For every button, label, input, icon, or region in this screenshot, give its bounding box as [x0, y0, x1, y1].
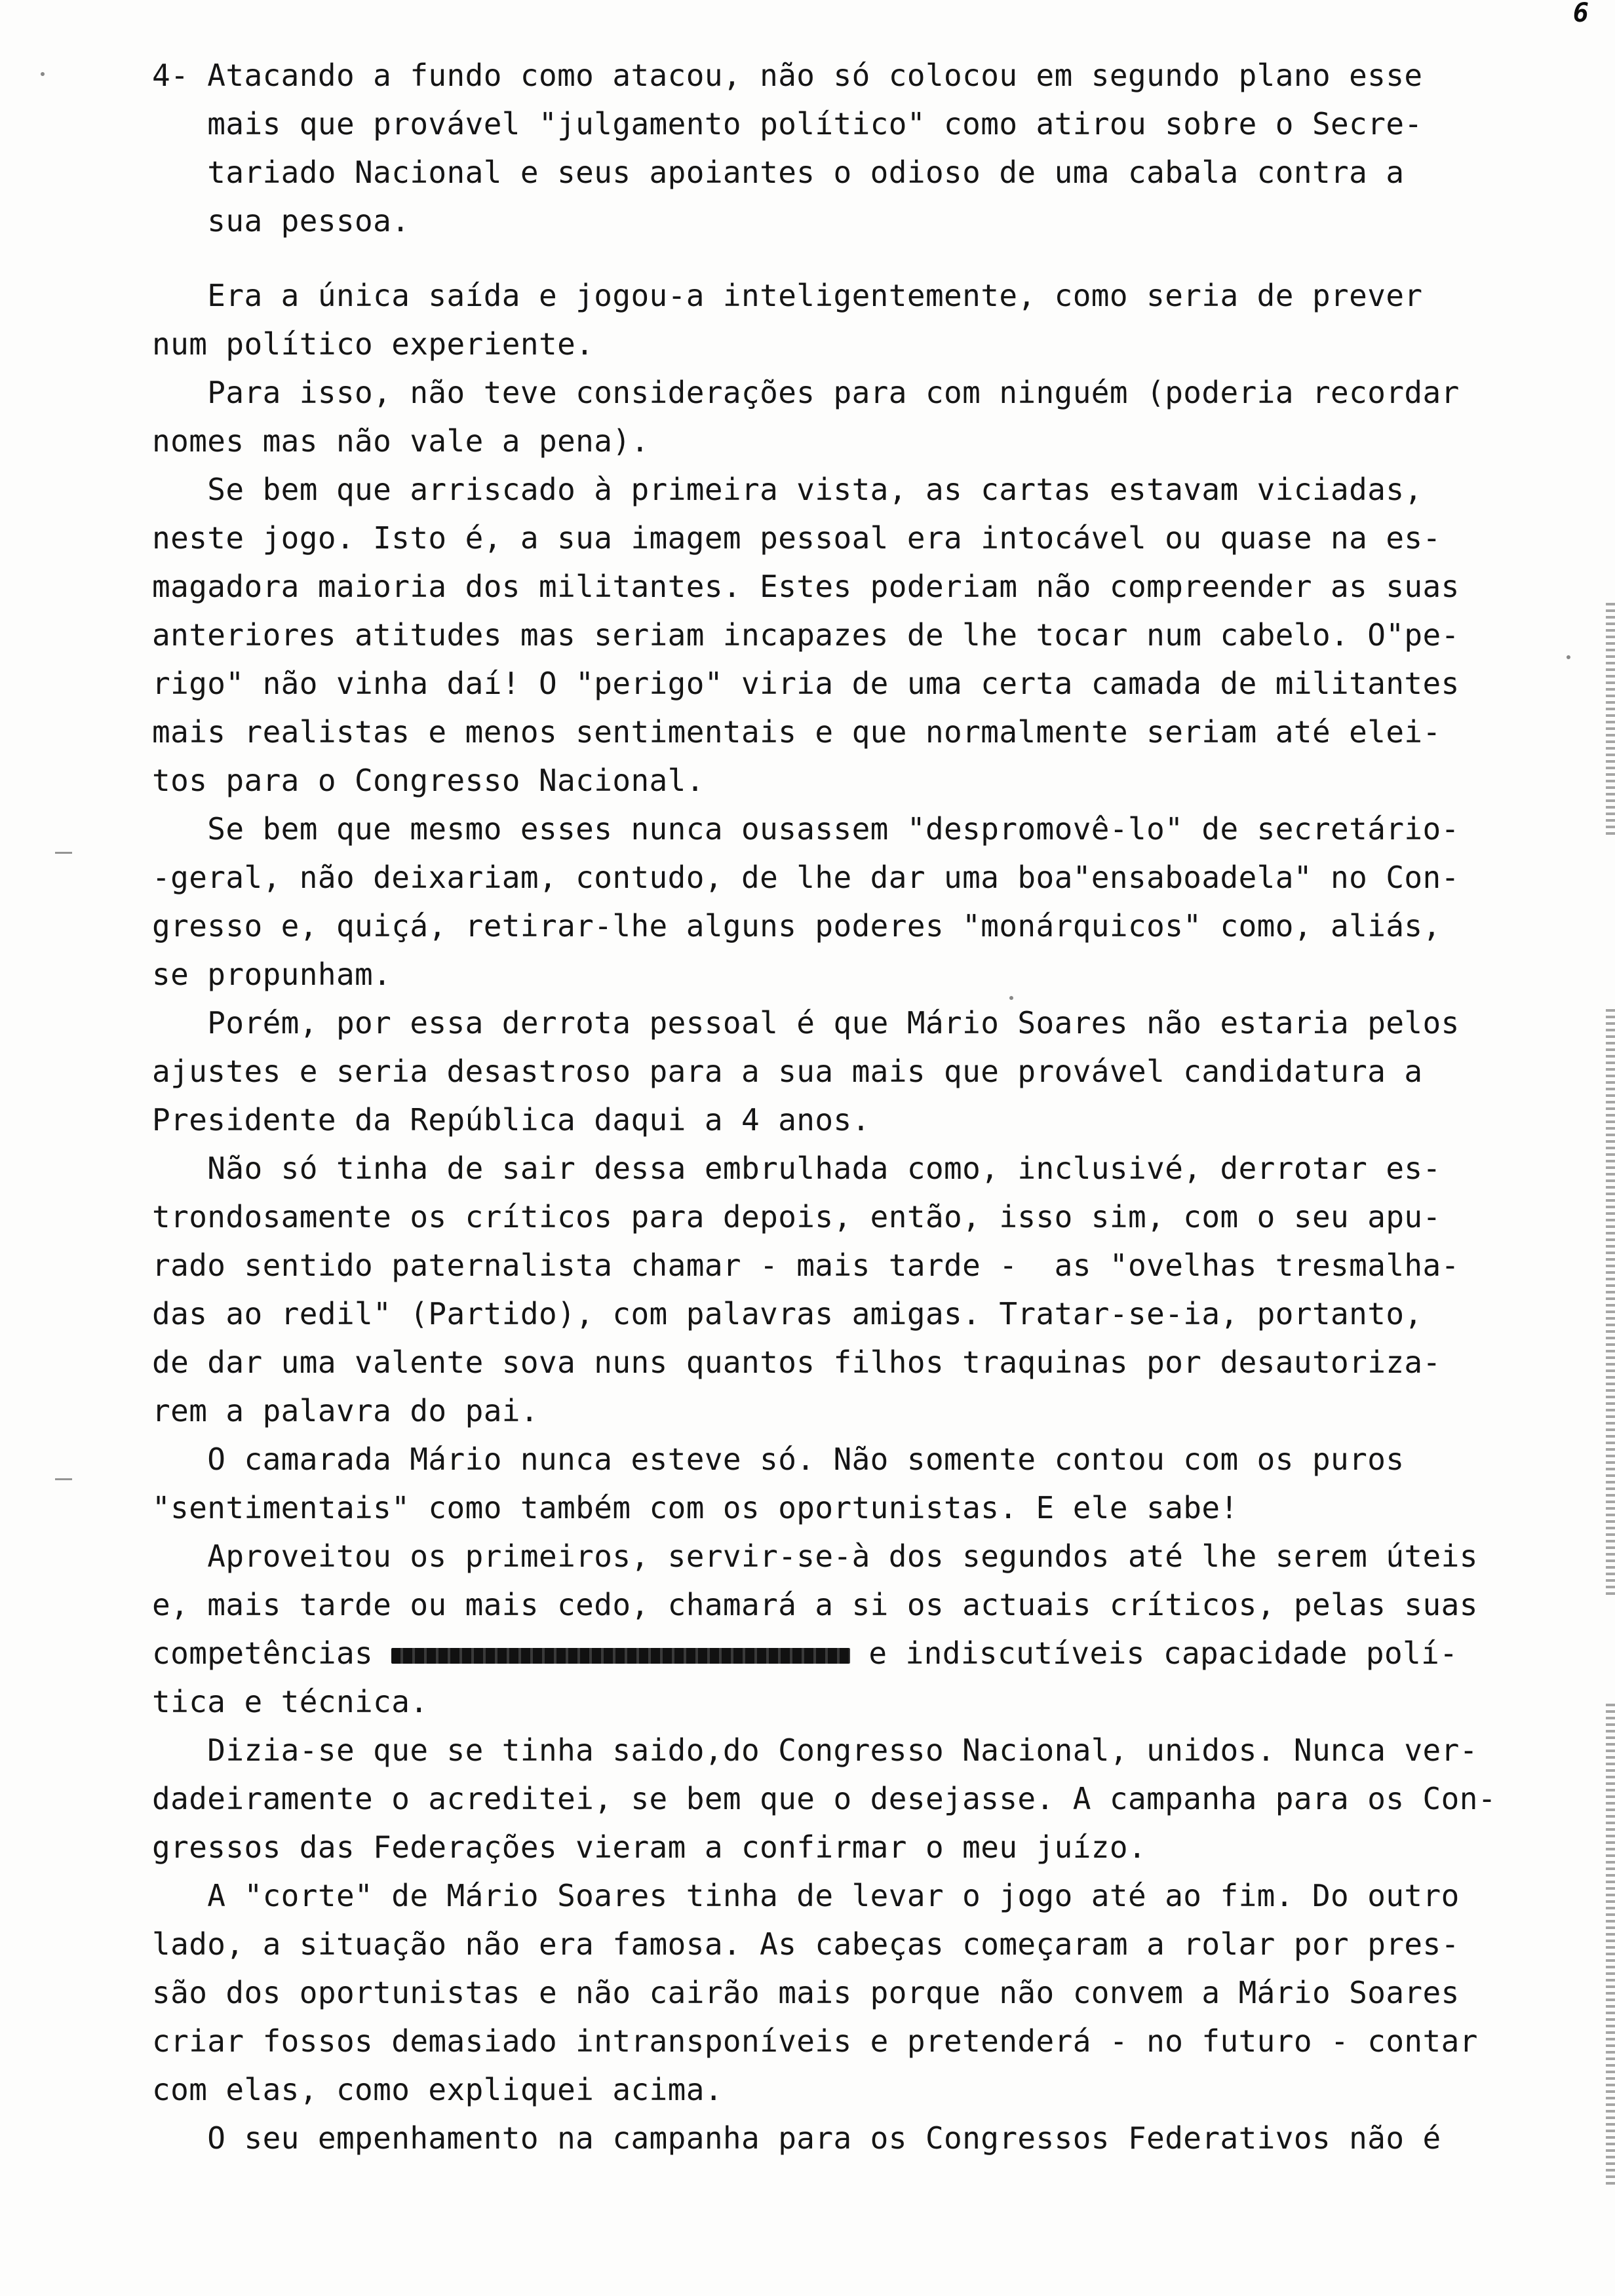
text-line: trondosamente os críticos para depois, então, isso sim, com o seu apu- [152, 1199, 1441, 1234]
text-line: gresso e, quiçá, retirar-lhe alguns poderes "monárquicos" como, aliás, [152, 908, 1441, 944]
scan-mark [55, 852, 72, 854]
text-line: rigo" não vinha daí! O "perigo" viria de uma certa camada de militantes [152, 666, 1460, 701]
text-line: lado, a situação não era famosa. As cabeças começaram a rolar por pres- [152, 1926, 1460, 1962]
text-line: anteriores atitudes mas seriam incapazes de lhe tocar num cabelo. O"pe- [152, 617, 1460, 653]
text-line: O seu empenhamento na campanha para os Congressos Federativos não é [152, 2120, 1441, 2156]
text-line: num político experiente. [152, 326, 594, 362]
page-number-mark: 6 [1572, 0, 1589, 28]
text-line: Dizia-se que se tinha saido,do Congresso Nacional, unidos. Nunca ver- [152, 1732, 1478, 1768]
scan-speck [41, 72, 45, 76]
text-line: rem a palavra do pai. [152, 1393, 539, 1428]
text-line: gressos das Federações vieram a confirmar o meu juízo. [152, 1829, 1147, 1865]
text-line: neste jogo. Isto é, a sua imagem pessoal era intocável ou quase na es- [152, 520, 1441, 556]
text-line: Não só tinha de sair dessa embrulhada como, inclusivé, derrotar es- [152, 1151, 1441, 1186]
text-line: 4- Atacando a fundo como atacou, não só colocou em segundo plano esse [152, 58, 1423, 93]
text-line: -geral, não deixariam, contudo, de lhe dar uma boa"ensaboadela" no Con- [152, 860, 1460, 895]
text-line: de dar uma valente sova nuns quantos filhos traquinas por desautoriza- [152, 1345, 1441, 1380]
text-line: tica e técnica. [152, 1684, 429, 1719]
text-line: Presidente da República daqui a 4 anos. [152, 1102, 870, 1138]
text-line: e, mais tarde ou mais cedo, chamará a si os actuais críticos, pelas suas [152, 1587, 1478, 1622]
text-line-end: e indiscutíveis capacidade polí- [850, 1636, 1458, 1671]
text-line: Aproveitou os primeiros, servir-se-à dos segundos até lhe serem úteis [152, 1539, 1478, 1574]
text-line: criar fossos demasiado intransponíveis e pretenderá - no futuro - contar [152, 2023, 1478, 2059]
redaction-strikeout [391, 1648, 850, 1664]
text-line: rado sentido paternalista chamar - mais tarde - as "ovelhas tresmalha- [152, 1248, 1460, 1283]
text-line: tariado Nacional e seus apoiantes o odioso de uma cabala contra a [152, 155, 1405, 190]
text-line [152, 1636, 1458, 1672]
text-line: nomes mas não vale a pena). [152, 423, 650, 459]
text-line: dadeiramente o acreditei, se bem que o desejasse. A campanha para os Con- [152, 1781, 1496, 1816]
text-line: são dos oportunistas e não cairão mais porque não convem a Mário Soares [152, 1975, 1460, 2010]
text-line: sua pessoa. [152, 203, 410, 239]
text-line: tos para o Congresso Nacional. [152, 763, 705, 798]
scan-mark [55, 1478, 72, 1480]
text-line: Para isso, não teve considerações para com ninguém (poderia recordar [152, 375, 1460, 410]
text-line: Se bem que arriscado à primeira vista, as cartas estavam viciadas, [152, 472, 1423, 507]
text-line: magadora maioria dos militantes. Estes poderiam não compreender as suas [152, 569, 1460, 604]
text-line: das ao redil" (Partido), com palavras amigas. Tratar-se-ia, portanto, [152, 1296, 1423, 1331]
text-line: Era a única saída e jogou-a inteligentemente, como seria de prever [152, 278, 1423, 313]
text-line: O camarada Mário nunca esteve só. Não somente contou com os puros [152, 1442, 1405, 1477]
text-line: mais realistas e menos sentimentais e que normalmente seriam até elei- [152, 714, 1441, 750]
text-line: Se bem que mesmo esses nunca ousassem "despromovê-lo" de secretário- [152, 811, 1460, 847]
scan-edge-artifact [1606, 603, 1615, 839]
text-line: mais que provável "julgamento político" como atirou sobre o Secre- [152, 106, 1423, 142]
scan-edge-artifact [1606, 1704, 1615, 2189]
text-line: "sentimentais" como também com os oportunistas. E ele sabe! [152, 1490, 1239, 1525]
text-line: ajustes e seria desastroso para a sua mais que provável candidatura a [152, 1054, 1423, 1089]
scan-edge-artifact [1606, 1009, 1615, 1599]
text-line: Porém, por essa derrota pessoal é que Mário Soares não estaria pelos [152, 1005, 1460, 1041]
scan-speck [1566, 655, 1570, 659]
text-line: se propunham. [152, 957, 392, 992]
text-line: com elas, como expliquei acima. [152, 2072, 723, 2107]
text-line: A "corte" de Mário Soares tinha de levar o jogo até ao fim. Do outro [152, 1878, 1460, 1913]
text-line-start: competências [152, 1636, 374, 1671]
scan-speck [1009, 996, 1013, 1000]
